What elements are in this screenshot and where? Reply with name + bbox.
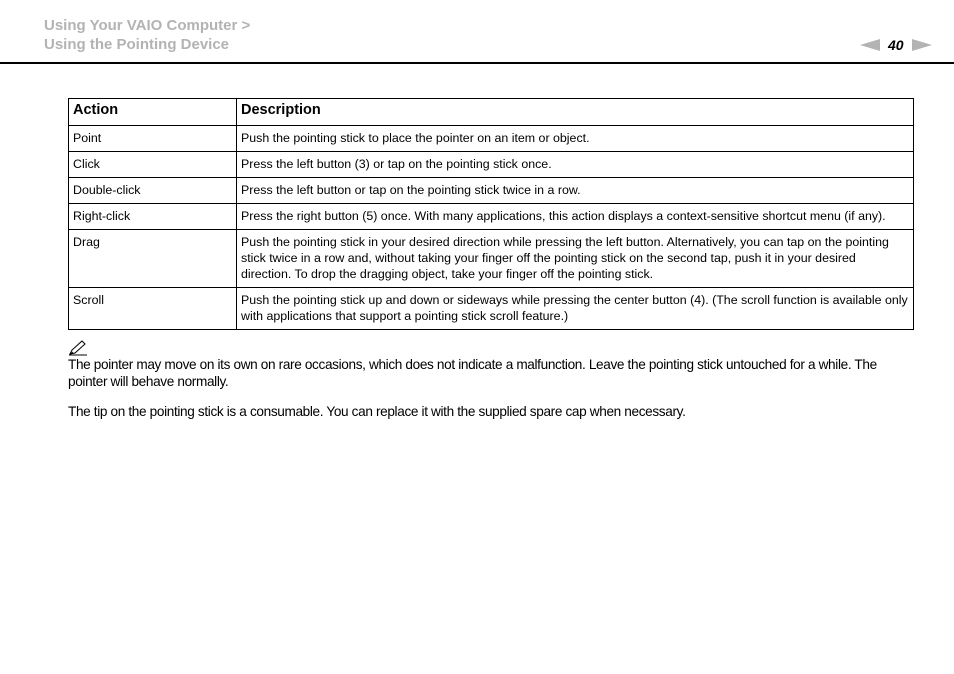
pointing-actions-table bbox=[68, 98, 914, 330]
breadcrumb-page[interactable]: Using the Pointing Device bbox=[44, 36, 230, 53]
action-cell: Point bbox=[69, 126, 237, 152]
breadcrumb-section[interactable]: Using Your VAIO Computer > bbox=[44, 17, 251, 34]
action-cell: Drag bbox=[69, 230, 237, 288]
page-header bbox=[0, 0, 954, 64]
description-cell: Push the pointing stick in your desired direction while pressing the left button. Alternatively, you can tap on the pointing stick twice in a row and, without taking your finger off the pointing stick on the second tap, push it in your desired direction. To drop the dragging object, take your finger off the pointing stick. bbox=[237, 230, 914, 288]
table-row bbox=[69, 288, 914, 330]
table-row bbox=[69, 204, 914, 230]
action-cell: Right-click bbox=[69, 204, 237, 230]
description-cell: Press the left button (3) or tap on the pointing stick once. bbox=[237, 152, 914, 178]
table-row bbox=[69, 230, 914, 288]
description-cell: Press the right button (5) once. With many applications, this action displays a context-sensitive shortcut menu (if any). bbox=[237, 204, 914, 230]
table-header-row bbox=[69, 99, 914, 126]
action-cell: Double-click bbox=[69, 178, 237, 204]
description-cell: Press the left button or tap on the pointing stick twice in a row. bbox=[237, 178, 914, 204]
description-cell: Push the pointing stick to place the pointer on an item or object. bbox=[237, 126, 914, 152]
triangle-right-icon[interactable] bbox=[912, 39, 932, 51]
triangle-left-icon[interactable] bbox=[860, 39, 880, 51]
action-cell: Scroll bbox=[69, 288, 237, 330]
action-cell: Click bbox=[69, 152, 237, 178]
table-row bbox=[69, 178, 914, 204]
table-row bbox=[69, 152, 914, 178]
page-navigator bbox=[860, 36, 932, 54]
column-header-description: Description bbox=[237, 99, 914, 126]
page-number: 40 bbox=[888, 37, 904, 53]
description-cell: Push the pointing stick up and down or sideways while pressing the center button (4). (The scroll function is available only with applications that support a pointing stick scroll feature.) bbox=[237, 288, 914, 330]
note-text-pointer-moves: The pointer may move on its own on rare occasions, which does not indicate a malfunction. Leave the pointing stick untouched for a while. The pointer will behave normally. bbox=[68, 357, 877, 389]
table-row bbox=[69, 126, 914, 152]
column-header-action: Action bbox=[69, 99, 237, 126]
note-text-consumable-tip: The tip on the pointing stick is a consumable. You can replace it with the supplied spare cap when necessary. bbox=[68, 404, 686, 419]
